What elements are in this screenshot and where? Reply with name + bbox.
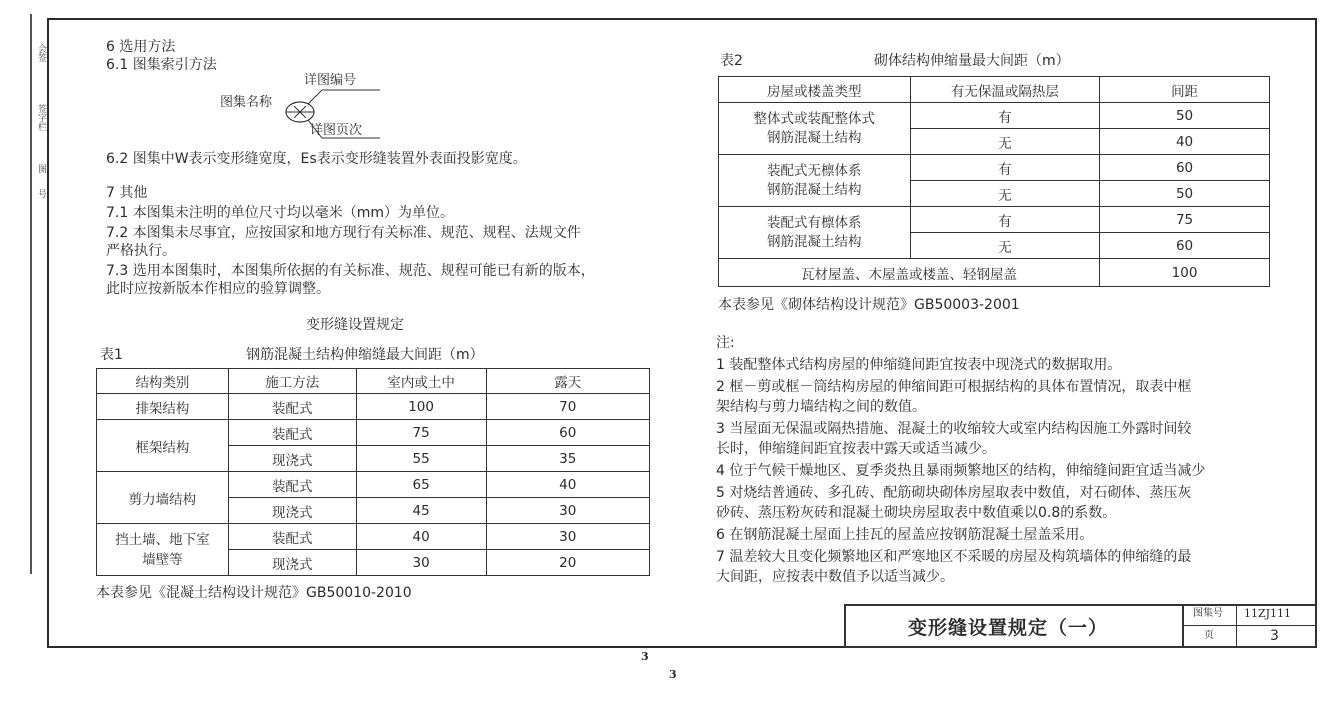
table1-cell: 现浇式	[228, 446, 356, 472]
table2-cell: 有	[910, 155, 1100, 181]
table2-cell: 75	[1100, 207, 1270, 233]
table2-title: 砌体结构伸缩量最大间距（m）	[874, 53, 1070, 69]
table1-cell-line: 挡土墙、地下室	[115, 531, 210, 548]
table2-label: 表2	[720, 53, 743, 69]
section-7-3-text-a: 7.3 选用本图集时，本图集所依据的有关标准、规范、规程可能已有新的版本，	[106, 263, 595, 279]
table1-cell: 30	[486, 524, 649, 550]
section-7-2-text-b: 严格执行。	[106, 243, 176, 259]
table1-cell: 30	[356, 550, 486, 576]
section-6-1-title: 6.1 图集索引方法	[106, 57, 217, 73]
table1-cell: 现浇式	[228, 550, 356, 576]
table1-cell-line: 墙壁等	[142, 551, 183, 568]
table2-cell: 50	[1100, 103, 1270, 129]
table1-cell: 70	[486, 394, 649, 420]
table2-cell-line: 钢筋混凝土结构	[767, 233, 862, 250]
table2	[718, 76, 1270, 287]
table1	[96, 368, 650, 576]
atlas-number: 11ZJ111	[1244, 607, 1292, 620]
note-7a: 7 温差较大且变化频繁地区和严寒地区不采暖的房屋及构筑墙体的伸缩缝的最	[716, 549, 1192, 565]
table1-title: 钢筋混凝土结构伸缩缝最大间距（m）	[246, 347, 484, 363]
note-6: 6 在钢筋混凝土屋面上挂瓦的屋盖应按钢筋混凝土屋盖采用。	[716, 527, 1094, 543]
table2-header-cell: 间距	[1100, 77, 1270, 103]
atlas-number-label: 图集号	[1193, 608, 1223, 619]
table2-header-cell: 房屋或楼盖类型	[719, 77, 911, 103]
table1-cell: 40	[486, 472, 649, 498]
table2-cell-line: 装配式有檩体系	[767, 214, 862, 231]
diagram-label-detail-number: 详图编号	[304, 73, 357, 88]
table1-header-cell: 室内或土中	[356, 369, 486, 394]
note-1: 1 装配整体式结构房屋的伸缩缝间距宜按表中现浇式的数据取用。	[716, 357, 1122, 373]
title-block-divider	[1182, 625, 1317, 626]
table2-reference: 本表参见《砌体结构设计规范》GB50003-2001	[718, 297, 1020, 313]
table1-cell: 60	[486, 420, 649, 446]
table1-cell: 30	[486, 498, 649, 524]
table2-cell: 无	[910, 181, 1100, 207]
side-mark-3: 图	[36, 164, 46, 173]
table1-cell: 55	[356, 446, 486, 472]
note-2a: 2 框－剪或框－筒结构房屋的伸缩间距可根据结构的具体布置情况，取表中框	[716, 379, 1192, 395]
table1-cell: 现浇式	[228, 498, 356, 524]
table2-cell-line: 钢筋混凝土结构	[767, 129, 862, 146]
diagram-label-detail-page: 详图页次	[310, 123, 363, 138]
table1-header-cell: 露天	[486, 369, 649, 394]
table1-cell: 框架结构	[97, 420, 229, 472]
table1-cell: 装配式	[228, 524, 356, 550]
table1-cell: 65	[356, 472, 486, 498]
notes-title: 注:	[716, 335, 735, 351]
page-label: 页	[1204, 630, 1214, 641]
table2-cell: 无	[910, 233, 1100, 259]
table1-cell: 装配式	[228, 472, 356, 498]
table1-cell: 100	[356, 394, 486, 420]
note-5a: 5 对烧结普通砖、多孔砖、配筋砌块砌体房屋取表中数值，对石砌体、蒸压灰	[716, 485, 1192, 501]
table1-cell: 20	[486, 550, 649, 576]
table2-cell: 100	[1100, 259, 1270, 287]
table2-cell: 60	[1100, 233, 1270, 259]
section-7-1-text: 7.1 本图集未注明的单位尺寸均以毫米（mm）为单位。	[106, 205, 454, 221]
table2-cell	[719, 103, 911, 155]
table1-cell: 40	[356, 524, 486, 550]
note-3a: 3 当屋面无保温或隔热措施、混凝土的收缩较大或室内结构因施工外露时间较	[716, 421, 1192, 437]
table2-header-cell: 有无保温或隔热层	[910, 77, 1100, 103]
table1-cell: 35	[486, 446, 649, 472]
title-block-divider	[1182, 604, 1184, 648]
section-7-2-text-a: 7.2 本图集未尽事宜，应按国家和地方现行有关标准、规范、规程、法规文件	[106, 225, 581, 241]
diagram-label-atlas-name: 图集名称	[220, 95, 273, 110]
page-number-b: 3	[669, 668, 677, 681]
note-4: 4 位于气候干燥地区、夏季炎热且暴雨频繁地区的结构，伸缩缝间距宜适当减少	[716, 463, 1206, 479]
table2-cell	[719, 207, 911, 259]
table1-cell: 45	[356, 498, 486, 524]
page-number-cell: 3	[1270, 628, 1279, 644]
table1-cell	[97, 524, 229, 576]
table2-cell: 50	[1100, 181, 1270, 207]
title-block-divider	[1236, 604, 1237, 648]
side-mark-1: 会签	[36, 44, 46, 62]
table2-cell: 无	[910, 129, 1100, 155]
drawing-title: 变形缝设置规定（一）	[908, 617, 1109, 639]
table2-cell-line: 钢筋混凝土结构	[767, 181, 862, 198]
table1-cell: 75	[356, 420, 486, 446]
table1-cell: 排架结构	[97, 394, 229, 420]
table1-reference: 本表参见《混凝土结构设计规范》GB50010-2010	[96, 585, 412, 601]
note-7b: 大间距，应按表中数值予以适当减少。	[716, 569, 954, 585]
table2-cell: 40	[1100, 129, 1270, 155]
side-mark-2: 签字栏	[36, 104, 46, 131]
table2-cell: 瓦材屋盖、木屋盖或楼盖、轻钢屋盖	[719, 259, 1100, 287]
table2-cell-line: 装配式无檩体系	[767, 162, 862, 179]
table2-cell: 有	[910, 207, 1100, 233]
note-5b: 砂砖、蒸压粉灰砖和混凝土砌块房屋取表中数值乘以0.8的系数。	[716, 505, 1117, 521]
side-mark-4: 号	[36, 189, 46, 198]
table2-cell	[719, 155, 911, 207]
table1-header-cell: 施工方法	[228, 369, 356, 394]
table1-cell: 剪力墙结构	[97, 472, 229, 524]
section-7-3-text-b: 此时应按新版本作相应的验算调整。	[106, 281, 330, 297]
table1-cell: 装配式	[228, 394, 356, 420]
section-7-title: 7 其他	[106, 185, 148, 201]
table2-cell-line: 整体式或装配整体式	[753, 110, 876, 127]
section-6-2-text: 6.2 图集中W表示变形缝宽度，Es表示变形缝装置外表面投影宽度。	[106, 151, 527, 167]
note-2b: 架结构与剪力墙结构之间的数值。	[716, 399, 926, 415]
table2-cell: 有	[910, 103, 1100, 129]
table1-cell: 装配式	[228, 420, 356, 446]
table1-header-cell: 结构类别	[97, 369, 229, 394]
table1-label: 表1	[100, 347, 123, 363]
table2-cell: 60	[1100, 155, 1270, 181]
section-heading: 变形缝设置规定	[306, 317, 404, 333]
section-6-title: 6 选用方法	[106, 39, 176, 55]
note-3b: 长时，伸缩缝间距宜按表中露天或适当减少。	[716, 441, 996, 457]
page-number-a: 3	[641, 650, 649, 663]
